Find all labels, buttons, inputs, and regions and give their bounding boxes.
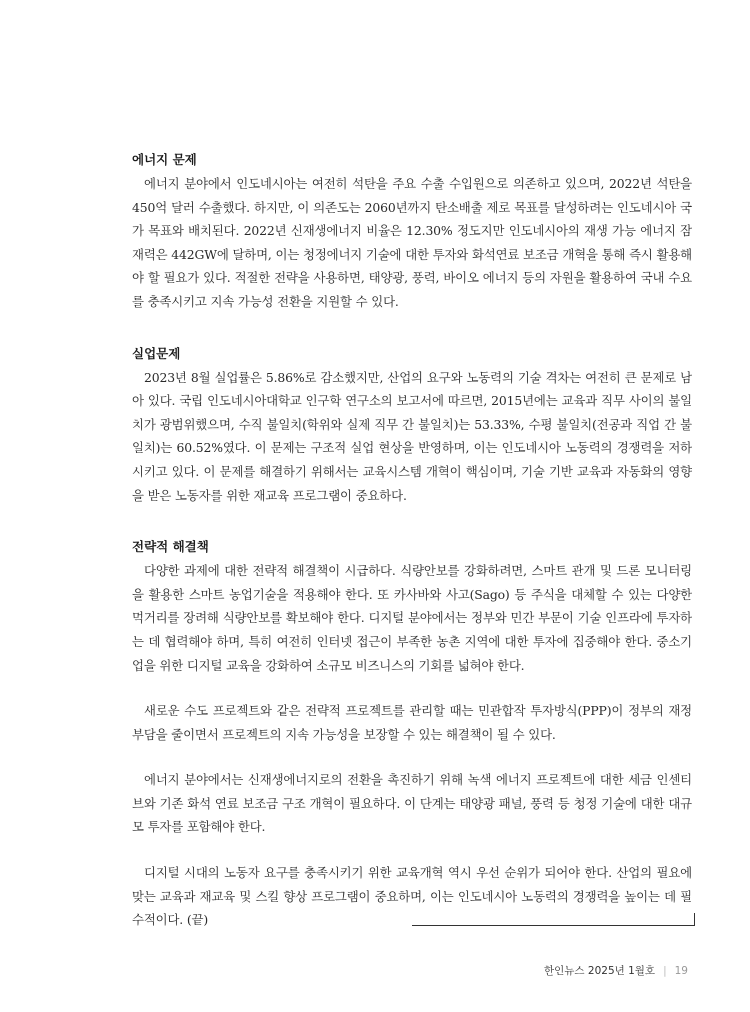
page-number: 19 — [674, 964, 688, 977]
end-rule — [412, 913, 695, 926]
publication-name: 한인뉴스 2025년 1월호 — [544, 965, 656, 977]
paragraph: 2023년 8월 실업률은 5.86%로 감소했지만, 산업의 요구와 노동력의 기술 격차는 여전히 큰 문제로 남아 있다. 국립 인도네시아대학교 인구학 연구소의 보고서에 따르면, 2015년에는 교육과 직무 사이의 불일치가 광범위했으며, 수직 불일치(학위와 실제 직무 간 불일치)는 53.33%, 수평 불일치(전공과 직업 간 불일치)는 60.52%였다. 이 문제는 구조적 실업 현상을 반영하며, 이는 인도네시아 노동력의 경쟁력을 저하시키고 있다. 이 문제를 해결하기 위해서는 교육시스템 개혁이 핵심이며, 기술 기반 교육과 자동화의 영향을 받은 노동자를 위한 재교육 프로그램이 중요하다. — [132, 369, 692, 503]
paragraph: 에너지 분야에서 인도네시아는 여전히 석탄을 주요 수출 수입원으로 의존하고 있으며, 2022년 석탄을 450억 달러 수출했다. 하지만, 이 의존도는 2060년까지 탄소배출 제로 목표를 달성하려는 인도네시아 국가 목표와 배치된다. 2022년 신재생에너지 비율은 12.30% 정도지만 인도네시아의 재생 가능 에너지 잠재력은 442GW에 달하며, 이는 청정에너지 기술에 대한 투자와 화석연료 보조금 개혁을 통해 즉시 활용해야 할 필요가 있다. 적절한 전략을 사용하면, 태양광, 풍력, 바이오 에너지 등의 자원을 활용하여 국내 수요를 충족시키고 지속 가능성 전환을 지원할 수 있다. — [132, 176, 692, 309]
footer-separator: | — [663, 964, 667, 977]
paragraph: 다양한 과제에 대한 전략적 해결책이 시급하다. 식량안보를 강화하려면, 스마트 관개 및 드론 모니터링을 활용한 스마트 농업기술을 적용해야 한다. 또 카사바와 사고(Sago) 등 주식을 대체할 수 있는 다양한 먹거리를 장려해 식량안보를 확보해야 한다. 디지털 분야에서는 정부와 민간 부문이 기술 인프라에 투자하는 데 협력해야 하며, 특히 여전히 인터넷 접근이 부족한 농촌 지역에 대한 투자에 집중해야 한다. 중소기업을 위한 디지털 교육을 강화하여 소규모 비즈니스의 기회를 넓혀야 한다. — [132, 563, 692, 673]
paragraph: 디지털 시대의 노동자 요구를 충족시키기 위한 교육개혁 역시 우선 순위가 되어야 한다. 산업의 필요에 맞는 교육과 재교육 및 스킬 향상 프로그램이 중요하며, 이는 인도네시아 노동력의 경쟁력을 높이는 데 필수적이다. (끝) — [132, 865, 692, 928]
page-footer — [544, 963, 688, 978]
paragraph: 에너지 분야에서는 신재생에너지로의 전환을 촉진하기 위해 녹색 에너지 프로젝트에 대한 세금 인센티브와 기존 화석 연료 보조금 구조 개혁이 필요하다. 이 단계는 태양광 패널, 풍력 등 청정 기술에 대한 대규모 투자를 포함해야 한다. — [132, 772, 692, 835]
section-heading: 전략적 해결책 — [132, 539, 209, 555]
article-body — [132, 150, 692, 932]
paragraph: 새로운 수도 프로젝트와 같은 전략적 프로젝트를 관리할 때는 민관합작 투자방식(PPP)이 정부의 재정 부담을 줄이면서 프로젝트의 지속 가능성을 보장할 수 있는 해결책이 될 수 있다. — [132, 703, 692, 742]
section-unemployment — [132, 344, 692, 508]
section-strategy — [132, 537, 692, 932]
section-energy — [132, 150, 692, 314]
section-heading: 에너지 문제 — [132, 152, 197, 167]
section-heading: 실업문제 — [132, 345, 181, 361]
